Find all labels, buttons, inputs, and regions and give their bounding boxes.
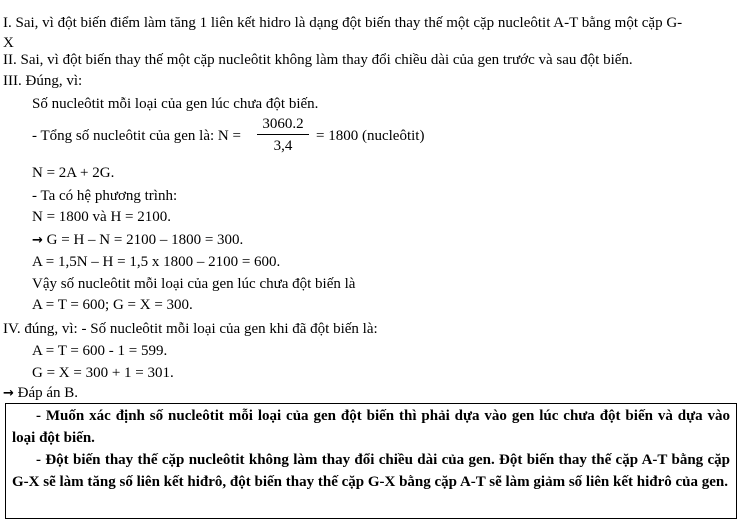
- answer-text: Đáp án B.: [17, 385, 79, 401]
- g-calculation: [32, 231, 243, 250]
- note-paragraph-2-text: - Đột biến thay thế cặp nucleôtit không làm thay đổi chiều dài của gen. Đột biến thay thế cặp A-T bằng cặp G-X sẽ làm tăng số liên kết hiđrô, đột biến thay thế cặp G-X bằng cặp A-T sẽ làm giảm số liên kết hiđrô của gen.: [12, 452, 730, 490]
- right-arrow-icon: →: [32, 233, 43, 248]
- nucleotide-count-heading: Số nucleôtit mỗi loại của gen lúc chưa đột biến.: [32, 96, 319, 112]
- original-gene-values: A = T = 600; G = X = 300.: [32, 297, 193, 313]
- statement-2: II. Sai, vì đột biến thay thế một cặp nucleôtit không làm thay đổi chiều dài của gen trước và sau đột biến.: [3, 52, 633, 68]
- answer: [3, 384, 78, 403]
- fraction-denominator: 3,4: [273, 138, 293, 154]
- note-paragraph-1: [12, 405, 730, 449]
- system-heading: - Ta có hệ phương trình:: [32, 188, 178, 204]
- note-box: [5, 403, 737, 519]
- right-arrow-icon: →: [3, 386, 14, 401]
- equation-n: N = 2A + 2G.: [32, 165, 115, 181]
- original-gene-summary: Vậy số nucleôtit mỗi loại của gen lúc chưa đột biến là: [32, 276, 356, 292]
- statement-1-line-2: X: [3, 35, 14, 51]
- fraction-bar: [257, 134, 309, 135]
- a-calculation: A = 1,5N – H = 1,5 x 1800 – 2100 = 600.: [32, 254, 281, 270]
- note-paragraph-1-text: - Muốn xác định số nucleôtit mỗi loại của gen đột biến thì phải dựa vào gen lúc chưa đột biến và dựa vào loại đột biến.: [12, 408, 730, 446]
- mutant-at-values: A = T = 600 - 1 = 599.: [32, 343, 168, 359]
- fraction-numerator: 3060.2: [262, 116, 304, 132]
- system-values: N = 1800 và H = 2100.: [32, 209, 171, 225]
- nucleotide-fraction: [257, 116, 309, 154]
- g-calculation-text: G = H – N = 2100 – 1800 = 300.: [46, 232, 244, 248]
- statement-4: IV. đúng, vì: - Số nucleôtit mỗi loại của gen khi đã đột biến là:: [3, 321, 378, 337]
- statement-3-heading: III. Đúng, vì:: [3, 73, 83, 89]
- total-nucleotide-result: = 1800 (nucleôtit): [316, 128, 425, 144]
- total-nucleotide-prefix: - Tổng số nucleôtit của gen là: N =: [32, 128, 241, 144]
- mutant-gx-values: G = X = 300 + 1 = 301.: [32, 365, 174, 381]
- statement-1-line-1: I. Sai, vì đột biến điểm làm tăng 1 liên kết hidro là dạng đột biến thay thế một cặp nucleôtit A-T bằng một cặp G-: [3, 15, 683, 31]
- note-paragraph-2: [12, 449, 730, 493]
